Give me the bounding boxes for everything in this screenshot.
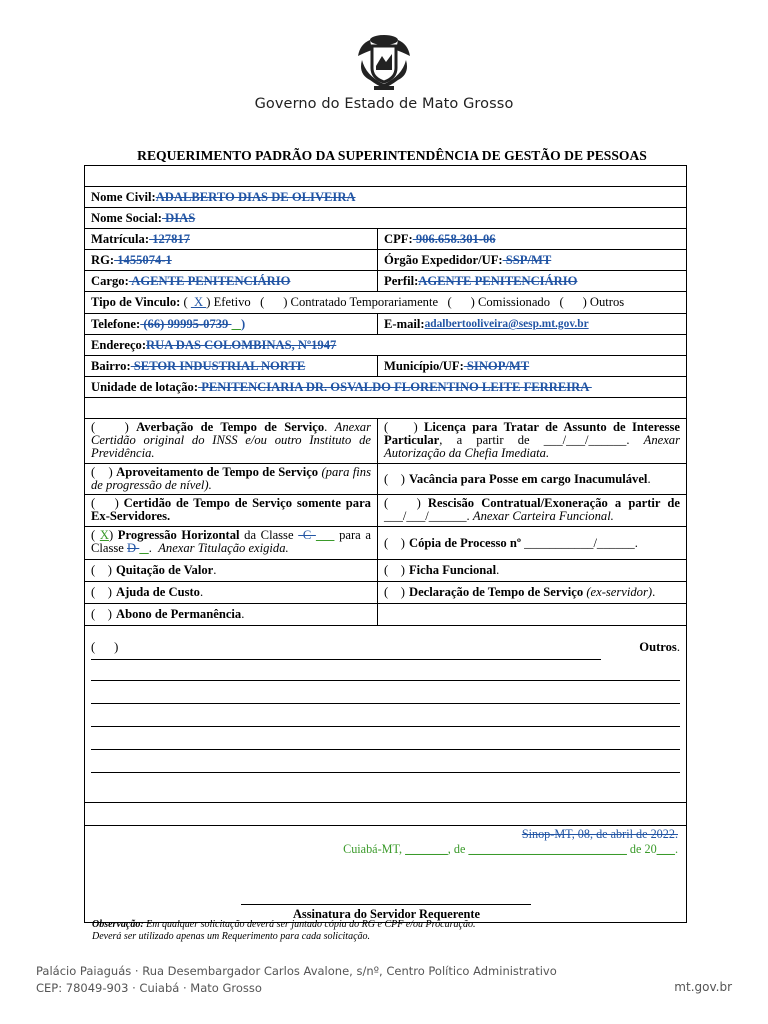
row-options-3 — [85, 494, 686, 526]
row-bairro-municipio — [85, 355, 686, 376]
option-quitacao[interactable]: ( ) Quitação de Valor . — [85, 560, 378, 581]
option-progressao[interactable]: ( X) Progressão Horizontal da Classe C para a Classe D . Anexar Titulação exigida. — [85, 527, 378, 559]
lotacao-label: Unidade de lotação: — [91, 379, 199, 394]
header — [0, 30, 768, 112]
cargo-value[interactable]: AGENTE PENITENCIÁRIO — [128, 273, 291, 288]
cargo-label: Cargo: — [91, 273, 129, 288]
outros-label: Outros — [639, 640, 677, 654]
footer-site[interactable]: mt.gov.br — [674, 980, 732, 994]
bairro-value[interactable]: SETOR INDUSTRIAL NORTE — [130, 358, 306, 373]
nome-civil-label: Nome Civil: — [91, 189, 156, 204]
outros-line-5[interactable] — [91, 727, 680, 750]
progressao-mark[interactable]: X — [99, 528, 109, 542]
orgao-value[interactable]: SSP/MT — [502, 252, 552, 267]
signature-date-template[interactable]: Cuiabá-MT, _______, de __________________________ de 20___. — [343, 842, 678, 856]
row-telefone-email — [85, 313, 686, 334]
outros-line-6[interactable] — [91, 750, 680, 773]
cpf-value[interactable]: 906.658.301-06 — [412, 231, 496, 246]
observacao — [92, 919, 475, 943]
matricula-label: Matrícula: — [91, 231, 150, 246]
signature-label: Assinatura do Servidor Requerente — [292, 907, 481, 921]
option-abono[interactable]: ( ) Abono de Permanência . — [85, 604, 378, 625]
rg-label: RG: — [91, 252, 115, 267]
option-ficha[interactable]: ( ) Ficha Funcional . — [384, 563, 500, 577]
vinculo-label: Tipo de Vinculo: — [91, 295, 181, 309]
bairro-label: Bairro: — [91, 358, 131, 373]
telefone-tail: ) — [240, 316, 246, 331]
lotacao-value[interactable]: PENITENCIARIA DR. OSVALDO FLORENTINO LEITE FERREIRA — [198, 379, 592, 394]
government-name: Governo do Estado de Mato Grosso — [254, 96, 514, 112]
vinculo-efetivo-label: ) Efetivo — [206, 295, 251, 309]
row-options-6 — [85, 581, 686, 603]
footer-address — [36, 963, 557, 997]
orgao-label: Órgão Expedidor/UF: — [384, 252, 503, 267]
option-copia-processo[interactable]: ( ) Cópia de Processo nº ___________/______. — [384, 535, 638, 550]
progressao-classe-para[interactable]: D — [127, 541, 140, 555]
endereco-value[interactable]: RUA DAS COLOMBINAS, Nº1947 — [146, 337, 337, 352]
nome-social-label: Nome Social: — [91, 210, 162, 225]
nome-social-value[interactable]: DIAS — [162, 210, 196, 225]
footer-line-1: Palácio Paiaguás · Rua Desembargador Carlos Avalone, s/nº, Centro Político Administrativo — [36, 964, 557, 978]
outros-checkbox[interactable]: ( ) — [91, 640, 119, 654]
signature-block — [85, 825, 686, 922]
progressao-classe-de[interactable]: C — [298, 528, 316, 542]
perfil-label: Perfil: — [384, 273, 419, 288]
row-nome-civil — [85, 186, 686, 207]
outros-line-3[interactable] — [91, 681, 680, 704]
signature-date-filled[interactable]: Sinop-MT, 08, de abril de 2022. — [521, 827, 678, 841]
vinculo-comissionado-checkbox[interactable]: ) Comissionado — [470, 295, 551, 309]
row-cargo-perfil — [85, 270, 686, 291]
observacao-label: Observação: — [92, 919, 144, 930]
outros-line-2[interactable] — [91, 660, 680, 681]
row-endereco — [85, 334, 686, 355]
request-form — [84, 165, 687, 923]
email-value[interactable]: adalbertooliveira@sesp.mt.gov.br — [424, 318, 589, 330]
municipio-value[interactable]: SINOP/MT — [463, 358, 530, 373]
signature-line[interactable] — [241, 904, 531, 905]
row-options-2 — [85, 463, 686, 494]
matricula-value[interactable]: 127817 — [149, 231, 190, 246]
email-label: E-mail: — [384, 316, 425, 331]
vinculo-outros-checkbox[interactable]: ) Outros — [582, 295, 625, 309]
option-vacancia[interactable]: ( ) Vacância para Posse em cargo Inacumulável . — [384, 471, 651, 486]
nome-civil-value[interactable]: ADALBERTO DIAS DE OLIVEIRA — [155, 189, 356, 204]
outros-block: ( ) Outros. — [85, 625, 686, 802]
row-options-5 — [85, 559, 686, 581]
telefone-label: Telefone: — [91, 316, 141, 331]
row-options-4 — [85, 526, 686, 559]
municipio-label: Município/UF: — [384, 358, 464, 373]
option-licenca[interactable]: ( ) Licença para Tratar de Assunto de Interesse Particular, a partir de ___/___/______. Anexar Autorização da Chefia Imediata. — [384, 420, 680, 460]
vinculo-contratado-checkbox[interactable]: ) Contratado Temporariamente — [283, 295, 439, 309]
row-nome-social — [85, 207, 686, 228]
telefone-value[interactable]: (66) 99995-0739 — [140, 316, 232, 331]
row-vinculo: Tipo de Vinculo: ( X ) Efetivo ( ) Contratado Temporariamente ( ) Comissionado ( ) Outros — [85, 291, 686, 313]
row-lotacao — [85, 376, 686, 397]
telefone-underline — [232, 317, 241, 332]
observacao-text-1: Em qualquer solicitação deverá ser juntado cópia do RG e CPF e/ou Procuração. — [143, 919, 476, 930]
option-declaracao[interactable]: ( ) Declaração de Tempo de Serviço (ex-servidor) . — [384, 585, 656, 599]
row-matricula-cpf — [85, 228, 686, 249]
row-options-7 — [85, 603, 686, 625]
vinculo-efetivo-checkbox[interactable]: X — [190, 295, 207, 309]
rg-value[interactable]: 1455074-1 — [114, 252, 172, 267]
blank-row — [85, 166, 686, 186]
footer-line-2: CEP: 78049-903 · Cuiabá · Mato Grosso — [36, 981, 262, 995]
coat-of-arms-logo — [352, 30, 416, 92]
option-averbacao[interactable]: ( ) Averbação de Tempo de Serviço. Anexar Certidão original do INSS e/ou outro Instituto de Previdência. — [85, 419, 378, 463]
endereco-label: Endereço: — [91, 337, 147, 352]
option-ajuda[interactable]: ( ) Ajuda de Custo . — [85, 582, 378, 603]
document-title: REQUERIMENTO PADRÃO DA SUPERINTENDÊNCIA DE GESTÃO DE PESSOAS — [137, 148, 647, 163]
row-rg-orgao — [85, 249, 686, 270]
option-certidao[interactable]: ( ) Certidão de Tempo de Serviço somente para Ex-Servidores. — [85, 495, 378, 526]
blank-row — [85, 397, 686, 418]
option-aproveitamento[interactable]: ( ) Aproveitamento de Tempo de Serviço (para fins de progressão de nível). — [85, 464, 378, 494]
option-rescisao[interactable]: ( ) Rescisão Contratual/Exoneração a partir de ___/___/______. Anexar Carteira Funcional. — [384, 496, 680, 523]
cpf-label: CPF: — [384, 231, 413, 246]
row-options-1 — [85, 418, 686, 463]
perfil-value[interactable]: AGENTE PENITENCIÁRIO — [418, 273, 578, 288]
observacao-text-2: Deverá ser utilizado apenas um Requerimento para cada solicitação. — [92, 931, 371, 942]
blank-row — [85, 802, 686, 825]
outros-line-4[interactable] — [91, 704, 680, 727]
